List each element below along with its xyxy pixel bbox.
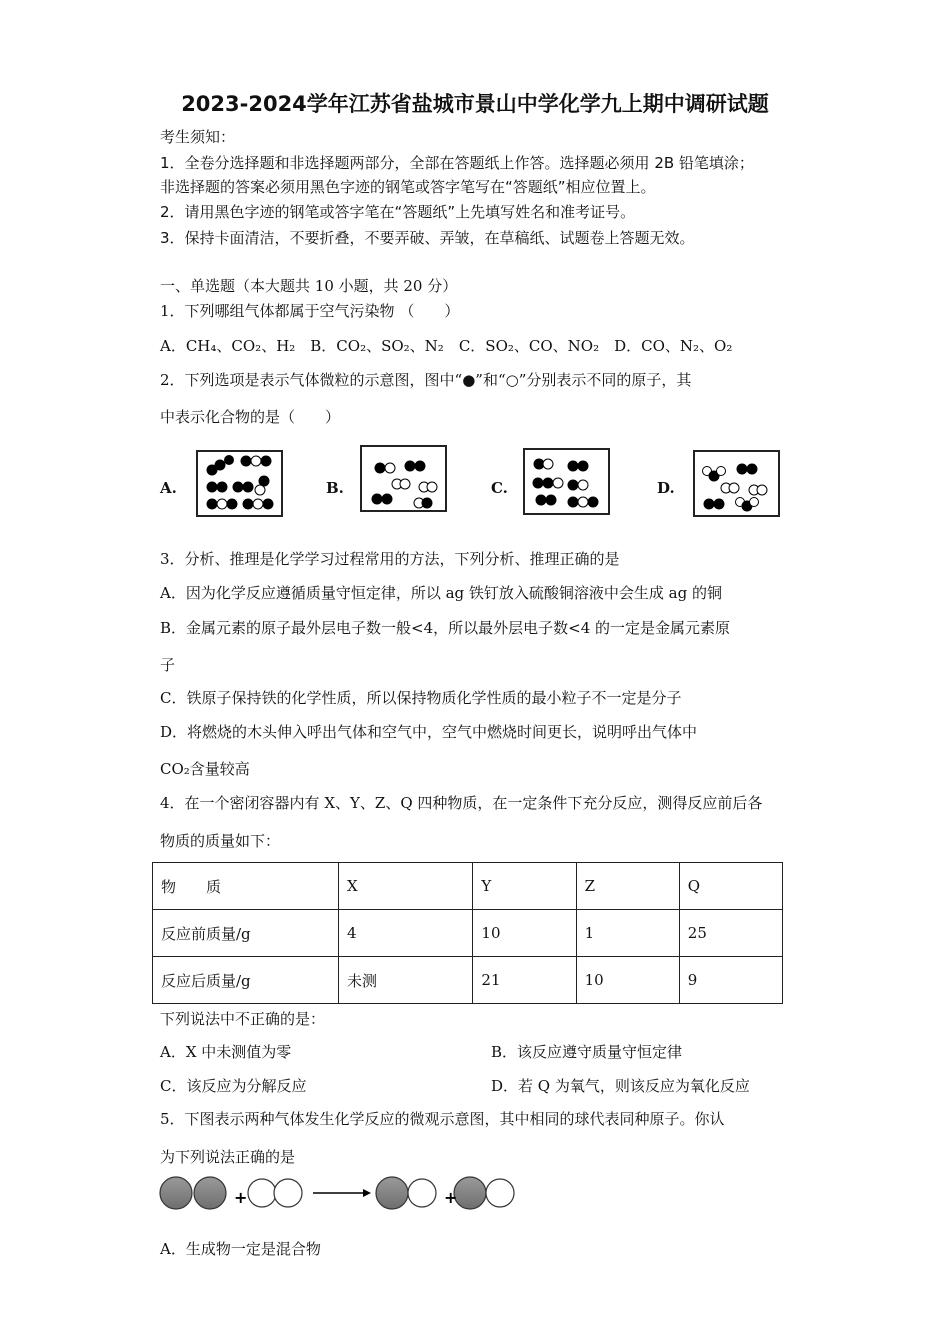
- white-atom: [248, 1179, 276, 1207]
- plus-sign: +: [234, 1188, 248, 1207]
- grey-atom: [194, 1177, 226, 1209]
- table-cell: 21: [473, 957, 576, 1004]
- q3-option-b-1: B．金属元素的原子最外层电子数一般<4，所以最外层电子数<4 的一定是金属元素原: [160, 619, 731, 637]
- reaction-diagram: [158, 1173, 528, 1217]
- grey-atom: [376, 1177, 408, 1209]
- q4-option-d: D．若 Q 为氧气，则该反应为氧化反应: [491, 1077, 750, 1095]
- notice-line-1a: 1．全卷分选择题和非选择题两部分，全部在答题纸上作答。选择题必须用 2B 铅笔填涂；: [160, 154, 754, 172]
- table-cell: 反应前质量/g: [153, 910, 339, 957]
- table-cell: 9: [679, 957, 782, 1004]
- notice-heading: 考生须知：: [160, 128, 236, 146]
- table-header-cell: Q: [679, 863, 782, 910]
- q5-stem-2: 为下列说法正确的是: [160, 1148, 296, 1166]
- q2-stem-2: 中表示化合物的是（ ）: [160, 408, 341, 426]
- table-header-cell: X: [339, 863, 473, 910]
- table-cell: 10: [473, 910, 576, 957]
- q1-stem: 1．下列哪组气体都属于空气污染物 （ ）: [160, 302, 460, 320]
- q4-after-text: 下列说法中不正确的是：: [160, 1010, 326, 1028]
- table-header-cell: 物 质: [153, 863, 339, 910]
- table-row: [153, 910, 783, 957]
- q3-option-b-2: 子: [160, 656, 176, 674]
- notice-line-2: 2．请用黑色字迹的钢笔或答字笔在“答题纸”上先填写姓名和准考证号。: [160, 203, 636, 221]
- plus-sign: +: [444, 1188, 458, 1207]
- white-atom: [274, 1179, 302, 1207]
- q4-option-c: C．该反应为分解反应: [160, 1077, 307, 1095]
- molecule-diagram-c: [525, 450, 608, 513]
- mass-table: [152, 862, 783, 1004]
- q5-option-a: A．生成物一定是混合物: [160, 1240, 321, 1258]
- q3-option-d-2: CO₂含量较高: [160, 760, 250, 778]
- table-header-row: [153, 863, 783, 910]
- section-heading: 一、单选题（本大题共 10 小题，共 20 分）: [160, 277, 458, 295]
- molecule-diagram-b: [362, 447, 445, 510]
- q2-option-d-label: D.: [657, 479, 675, 497]
- white-atom: [408, 1179, 436, 1207]
- notice-line-1b: 非选择题的答案必须用黑色字迹的钢笔或答字笔写在“答题纸”相应位置上。: [160, 178, 656, 196]
- q5-stem-1: 5．下图表示两种气体发生化学反应的微观示意图，其中相同的球代表同种原子。你认: [160, 1110, 725, 1128]
- q4-stem-2: 物质的质量如下：: [160, 832, 281, 850]
- q4-option-b: B．该反应遵守质量守恒定律: [491, 1043, 683, 1061]
- q3-option-a: A．因为化学反应遵循质量守恒定律，所以 ag 铁钉放入硫酸铜溶液中会生成 ag 的铜: [160, 584, 722, 602]
- q3-stem: 3．分析、推理是化学学习过程常用的方法，下列分析、推理正确的是: [160, 550, 620, 568]
- table-cell: 未测: [339, 957, 473, 1004]
- molecule-diagram-a: [198, 452, 281, 515]
- table-header-cell: Z: [576, 863, 679, 910]
- q3-option-d-1: D．将燃烧的木头伸入呼出气体和空气中，空气中燃烧时间更长，说明呼出气体中: [160, 723, 698, 741]
- table-cell: 10: [576, 957, 679, 1004]
- table-header-cell: Y: [473, 863, 576, 910]
- q2-stem-1: 2．下列选项是表示气体微粒的示意图，图中“●”和“○”分别表示不同的原子，其: [160, 371, 692, 389]
- q4-option-a: A．X 中未测值为零: [160, 1043, 292, 1061]
- page-title: 2023-2024学年江苏省盐城市景山中学化学九上期中调研试题: [181, 92, 769, 116]
- q1-options: A．CH₄、CO₂、H₂ B．CO₂、SO₂、N₂ C．SO₂、CO、NO₂ D．CO、N₂、O₂: [160, 337, 733, 355]
- white-atom: [486, 1179, 514, 1207]
- table-cell: 4: [339, 910, 473, 957]
- q2-diagram-c: [523, 448, 610, 515]
- molecule-diagram-d: [695, 452, 778, 515]
- q2-option-c-label: C.: [491, 479, 508, 497]
- table-row: [153, 957, 783, 1004]
- q2-diagram-b: [360, 445, 447, 512]
- reaction-arrow: [313, 1189, 371, 1197]
- q2-diagram-d: [693, 450, 780, 517]
- table-cell: 反应后质量/g: [153, 957, 339, 1004]
- q2-option-b-label: B.: [326, 479, 344, 497]
- q2-option-a-label: A.: [160, 479, 177, 497]
- table-cell: 1: [576, 910, 679, 957]
- table-cell: 25: [679, 910, 782, 957]
- grey-atom: [454, 1177, 486, 1209]
- q2-diagram-a: [196, 450, 283, 517]
- q3-option-c: C．铁原子保持铁的化学性质，所以保持物质化学性质的最小粒子不一定是分子: [160, 689, 682, 707]
- grey-atom: [160, 1177, 192, 1209]
- notice-line-3: 3．保持卡面清洁，不要折叠，不要弄破、弄皱，在草稿纸、试题卷上答题无效。: [160, 229, 695, 247]
- q4-stem-1: 4．在一个密闭容器内有 X、Y、Z、Q 四种物质，在一定条件下充分反应，测得反应前后各: [160, 794, 763, 812]
